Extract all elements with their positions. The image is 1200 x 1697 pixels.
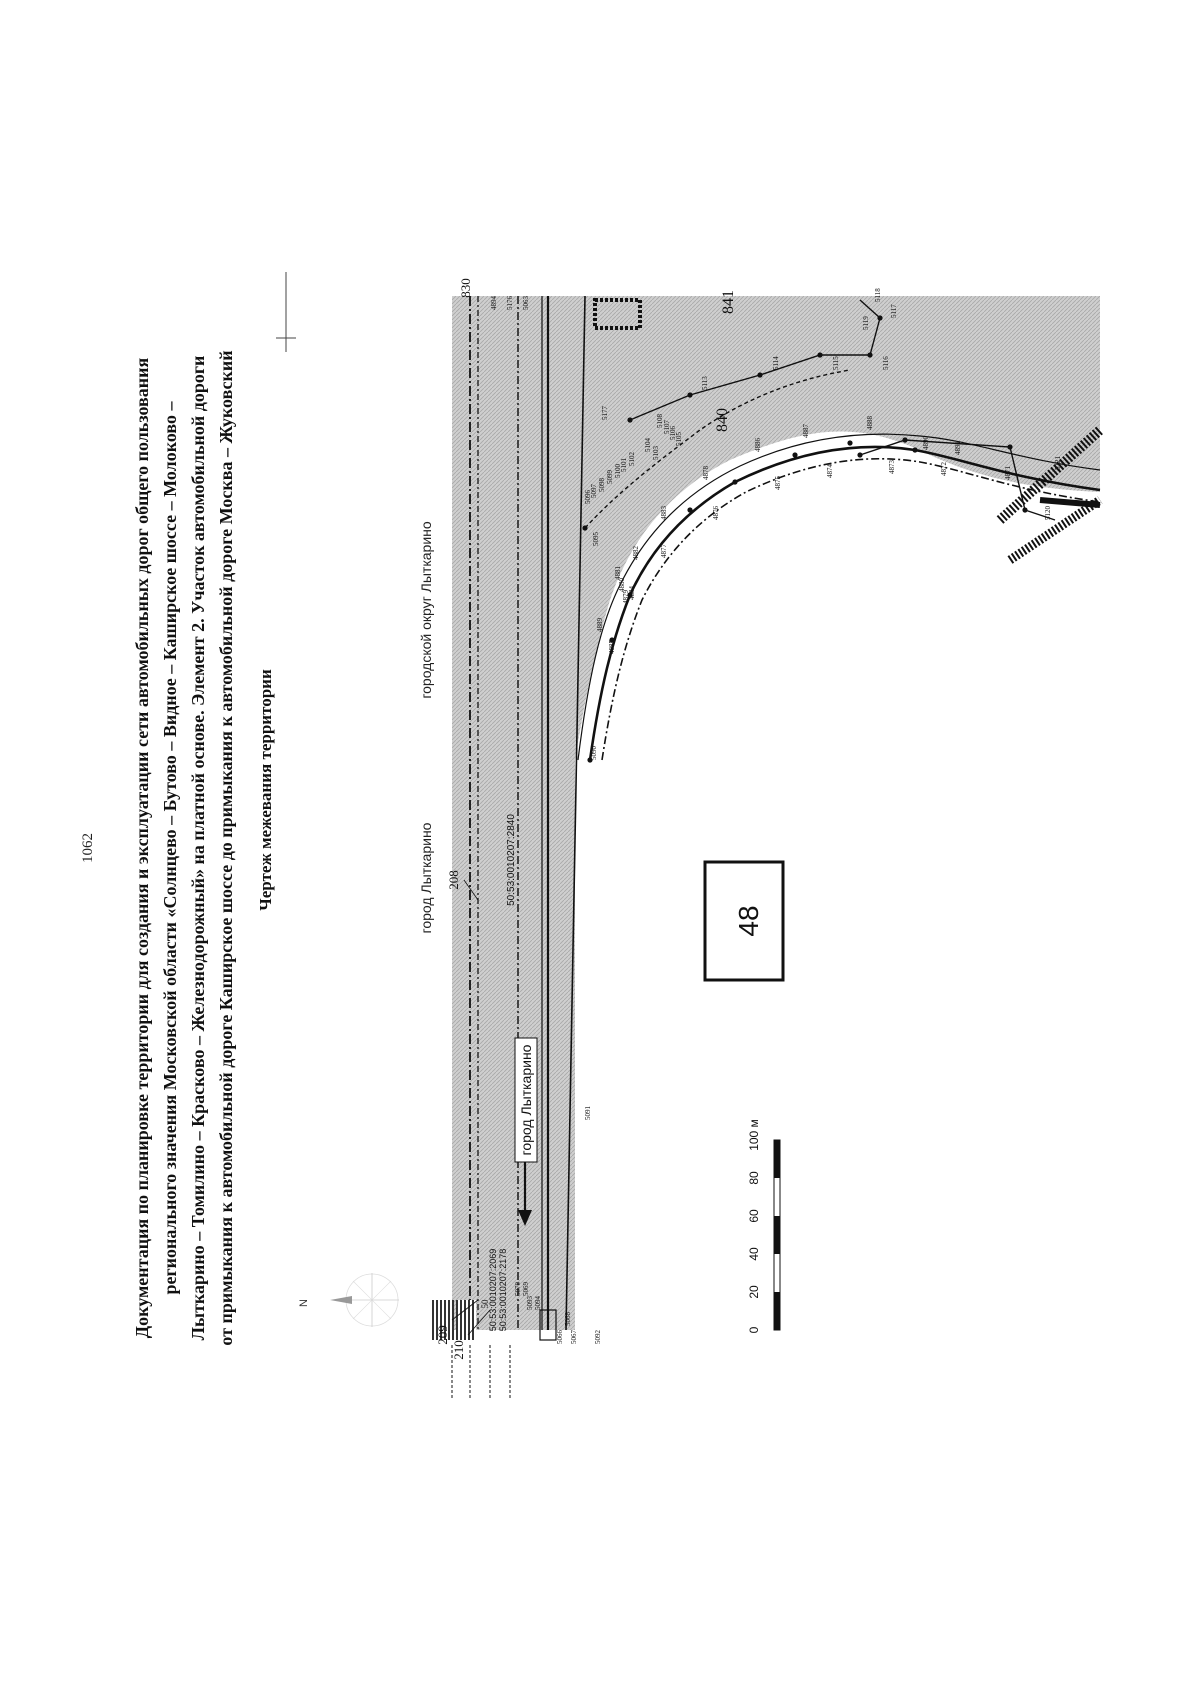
svg-text:5063: 5063 bbox=[522, 296, 530, 310]
svg-text:4879: 4879 bbox=[622, 590, 630, 604]
svg-text:5100: 5100 bbox=[614, 464, 622, 478]
point-labels-top-edge bbox=[490, 296, 530, 311]
svg-text:5121: 5121 bbox=[1054, 456, 1062, 470]
svg-text:5103: 5103 bbox=[652, 446, 660, 460]
cadastral-left-2: 50:53:0010207:2178 bbox=[498, 1248, 508, 1332]
svg-text:5067: 5067 bbox=[570, 1330, 578, 1344]
svg-text:4876: 4876 bbox=[712, 506, 720, 520]
svg-text:5107: 5107 bbox=[663, 420, 671, 434]
svg-text:5070: 5070 bbox=[514, 1282, 522, 1296]
cadastral-left-1: 50:53:0010207:2069 bbox=[488, 1248, 498, 1332]
svg-text:4873: 4873 bbox=[888, 460, 896, 474]
territory-label-district: городской округ Лыткарино bbox=[418, 521, 434, 699]
callout-841: 841 bbox=[720, 290, 737, 314]
svg-text:4878: 4878 bbox=[702, 466, 710, 480]
north-label: N bbox=[298, 1299, 310, 1307]
drawing-title: Чертеж межевания территории bbox=[256, 669, 275, 911]
svg-text:5114: 5114 bbox=[772, 356, 780, 370]
svg-text:5115: 5115 bbox=[832, 356, 840, 370]
territory-label-city: город Лыткарино bbox=[418, 822, 434, 934]
svg-text:4886: 4886 bbox=[754, 438, 762, 452]
svg-text:5120: 5120 bbox=[1044, 506, 1052, 520]
svg-text:4894: 4894 bbox=[490, 296, 498, 310]
svg-text:4890: 4890 bbox=[922, 436, 930, 450]
svg-text:5104: 5104 bbox=[644, 438, 652, 452]
svg-text:5113: 5113 bbox=[701, 376, 709, 390]
svg-text:4880: 4880 bbox=[618, 578, 626, 592]
svg-text:5102: 5102 bbox=[628, 452, 636, 466]
title-line-4: от примыкания к автомобильной дороге Каширское шоссе до примыкания к автомобильной дороге Москва – Жуковский bbox=[216, 350, 236, 1346]
title-tick-mark bbox=[276, 272, 296, 352]
scale-bar bbox=[774, 1140, 780, 1330]
svg-text:5069: 5069 bbox=[522, 1282, 530, 1296]
svg-text:4872: 4872 bbox=[940, 462, 948, 476]
svg-text:5094: 5094 bbox=[534, 1296, 542, 1310]
svg-text:4881: 4881 bbox=[614, 566, 622, 580]
svg-text:4871: 4871 bbox=[1004, 466, 1012, 480]
callout-50: 50 bbox=[480, 1299, 490, 1309]
svg-text:5117: 5117 bbox=[890, 304, 898, 318]
svg-text:5119: 5119 bbox=[862, 316, 870, 330]
svg-text:5101: 5101 bbox=[620, 458, 628, 472]
svg-text:5105: 5105 bbox=[675, 432, 683, 446]
svg-text:4874: 4874 bbox=[826, 464, 834, 478]
scale-tick-40: 40 bbox=[747, 1247, 761, 1261]
svg-text:4887: 4887 bbox=[802, 424, 810, 438]
callout-840: 840 bbox=[714, 408, 731, 432]
svg-text:5092: 5092 bbox=[594, 1330, 602, 1344]
svg-text:4884: 4884 bbox=[628, 586, 636, 600]
svg-text:5108: 5108 bbox=[656, 414, 664, 428]
svg-text:4891: 4891 bbox=[954, 441, 962, 455]
scale-tick-20: 20 bbox=[747, 1285, 761, 1299]
callout-830: 830 bbox=[458, 278, 473, 298]
road-label: город Лыткарино bbox=[518, 1044, 534, 1156]
title-line-2: регионального значения Московской области «Солнцево – Бутово – Видное – Каширское шоссе – Молоково – bbox=[160, 401, 180, 1295]
callout-209: 209 bbox=[435, 1325, 450, 1345]
svg-text:5116: 5116 bbox=[882, 356, 890, 370]
svg-text:5097: 5097 bbox=[590, 484, 598, 498]
svg-text:5098: 5098 bbox=[598, 478, 606, 492]
svg-text:5118: 5118 bbox=[874, 288, 882, 302]
svg-text:5176: 5176 bbox=[506, 296, 514, 310]
title-line-1: Документация по планировке территории для создания и эксплуатации сети автомобильных дорог общего пользования bbox=[132, 357, 152, 1339]
svg-text:4882: 4882 bbox=[632, 546, 640, 560]
map-area bbox=[430, 278, 1100, 1400]
svg-text:5096: 5096 bbox=[584, 490, 592, 504]
svg-text:4889: 4889 bbox=[596, 618, 604, 632]
cadastral-main: 50:53:0010207:2840 bbox=[506, 814, 517, 906]
scale-tick-0: 0 bbox=[747, 1326, 761, 1334]
scale-tick-80: 80 bbox=[747, 1171, 761, 1185]
scale-tick-60: 60 bbox=[747, 1209, 761, 1223]
svg-text:5068: 5068 bbox=[564, 1312, 572, 1326]
scale-bar-ticks bbox=[747, 1119, 761, 1333]
callout-208: 208 bbox=[446, 870, 461, 890]
svg-text:5177: 5177 bbox=[601, 406, 609, 420]
svg-text:4888: 4888 bbox=[866, 416, 874, 430]
svg-text:4875: 4875 bbox=[774, 476, 782, 490]
svg-text:5095: 5095 bbox=[592, 532, 600, 546]
svg-text:5106: 5106 bbox=[669, 426, 677, 440]
page-number: 1062 bbox=[80, 833, 96, 863]
callout-210: 210 bbox=[451, 1340, 466, 1360]
sheet-number: 48 bbox=[733, 905, 764, 937]
compass-rose bbox=[330, 1273, 399, 1327]
title-line-3: Лыткарино – Томилино – Красково – Железнодорожный» на платной основе. Элемент 2. Участок автомобильной дороги bbox=[188, 355, 208, 1341]
svg-text:5099: 5099 bbox=[606, 470, 614, 484]
svg-text:4883: 4883 bbox=[660, 506, 668, 520]
scale-tick-100: 100 м bbox=[747, 1119, 761, 1151]
svg-text:4885: 4885 bbox=[608, 640, 616, 654]
svg-text:4877: 4877 bbox=[660, 544, 668, 558]
svg-text:5091: 5091 bbox=[584, 1106, 592, 1120]
title-block bbox=[132, 350, 236, 1345]
svg-text:5066: 5066 bbox=[556, 1330, 564, 1344]
svg-text:5093: 5093 bbox=[526, 1296, 534, 1310]
svg-text:5090: 5090 bbox=[590, 746, 598, 760]
